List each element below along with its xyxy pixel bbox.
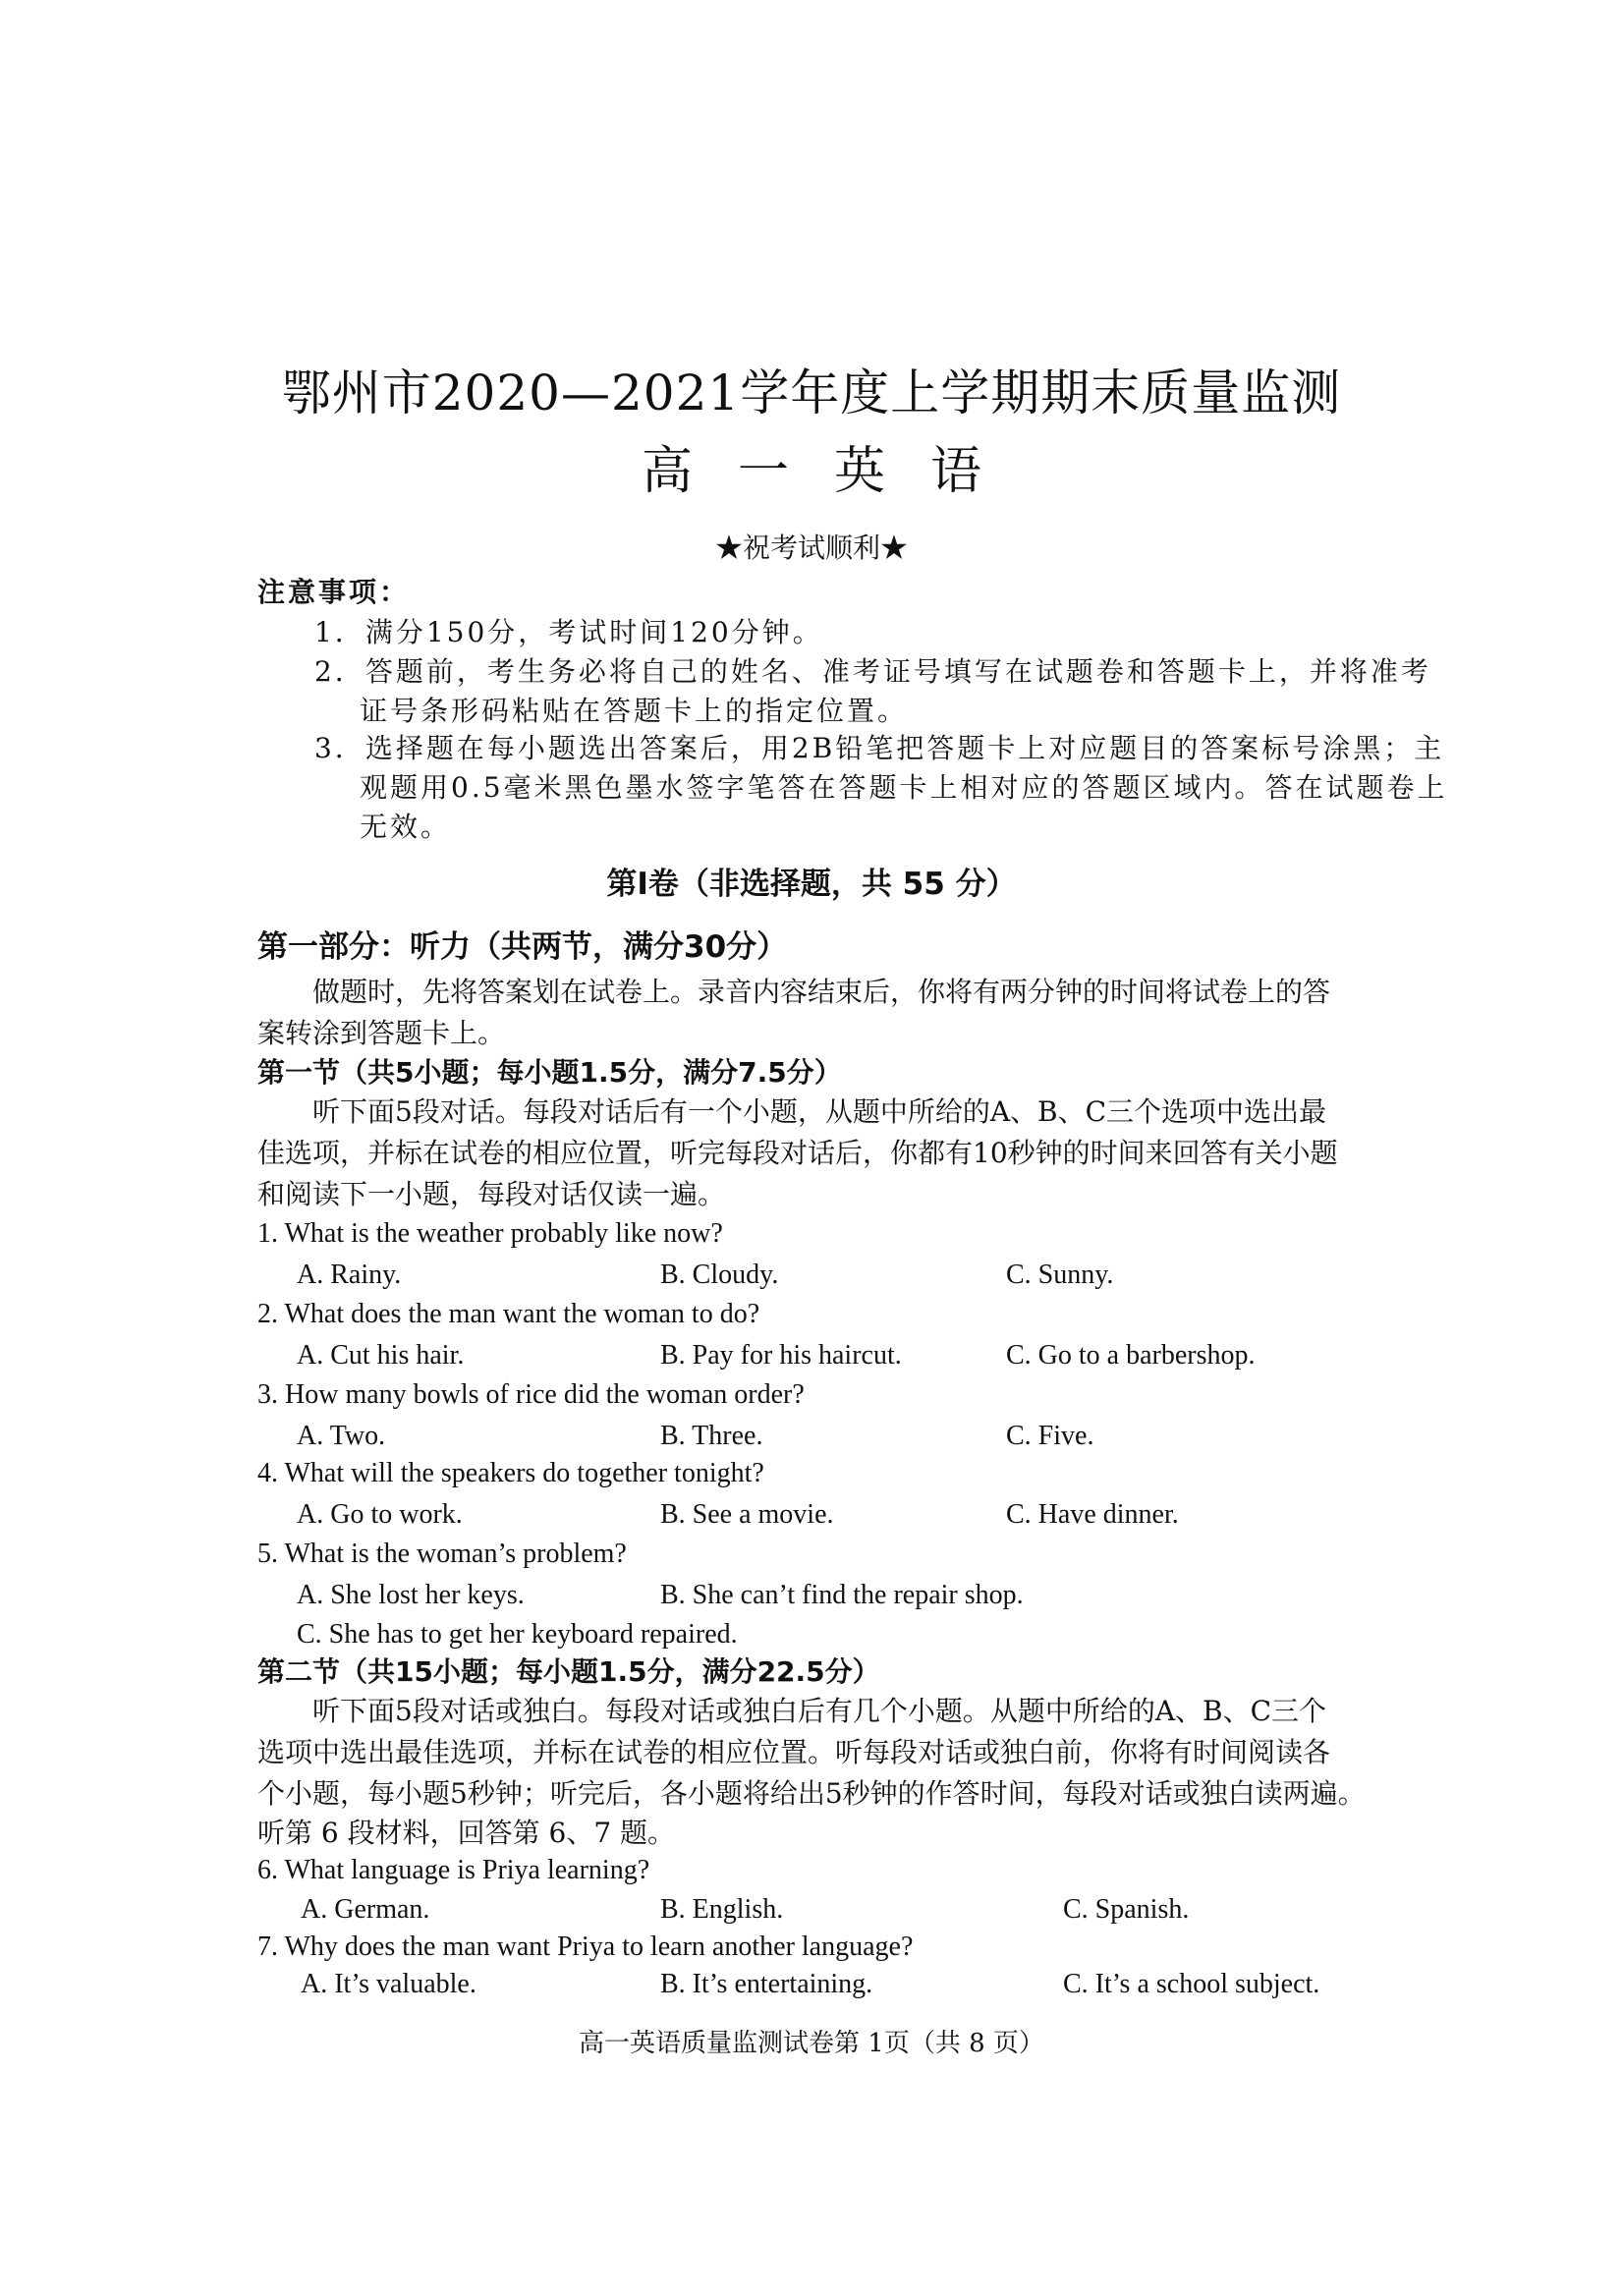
- section2-intro-line-4: 听第 6 段材料，回答第 6、7 题。: [257, 1817, 676, 1849]
- question-2-option-b: B. Pay for his haircut.: [660, 1340, 902, 1371]
- question-1-option-a: A. Rainy.: [297, 1260, 402, 1290]
- question-2-option-a: A. Cut his hair.: [297, 1340, 465, 1371]
- question-1-option-c: C. Sunny.: [1006, 1260, 1114, 1290]
- notice-heading: 注意事项：: [257, 576, 411, 608]
- question-3: 3. How many bowls of rice did the woman order?: [257, 1379, 805, 1410]
- notice-item-2-line-1: 2．答题前，考生务必将自己的姓名、准考证号填写在试题卷和答题卡上，并将准考: [314, 655, 1431, 688]
- question-2: 2. What does the man want the woman to do?: [257, 1299, 760, 1329]
- section2-intro-line-2: 选项中选出最佳选项，并标在试卷的相应位置。听每段对话或独白前，你将有时间阅读各: [257, 1736, 1331, 1768]
- question-6-option-a: A. German.: [301, 1894, 430, 1925]
- question-6: 6. What language is Priya learning?: [257, 1855, 650, 1885]
- question-4-option-c: C. Have dinner.: [1006, 1499, 1179, 1530]
- question-5-option-c: C. She has to get her keyboard repaired.: [297, 1619, 738, 1650]
- question-3-option-c: C. Five.: [1006, 1421, 1094, 1451]
- section2-intro-line-1: 听下面5段对话或独白。每段对话或独白后有几个小题。从题中所给的A、B、C三个: [312, 1695, 1327, 1727]
- question-1-option-b: B. Cloudy.: [660, 1260, 779, 1290]
- question-7-option-b: B. It’s entertaining.: [660, 1969, 873, 1999]
- section1-intro-line-2: 佳选项，并标在试卷的相应位置，听完每段对话后，你都有10秒钟的时间来回答有关小题: [257, 1137, 1338, 1169]
- question-7-option-c: C. It’s a school subject.: [1063, 1969, 1320, 1999]
- notice-item-3-line-3: 无效。: [360, 811, 452, 843]
- question-7-option-a: A. It’s valuable.: [301, 1969, 476, 1999]
- section1-intro-line-1: 听下面5段对话。每段对话后有一个小题，从题中所给的A、B、C三个选项中选出最: [312, 1095, 1327, 1128]
- section1-heading: 第一节（共5小题；每小题1.5分，满分7.5分）: [257, 1056, 842, 1089]
- question-1: 1. What is the weather probably like now?: [257, 1218, 723, 1249]
- exam-title: 鄂州市2020—2021学年度上学期期末质量监测: [281, 364, 1342, 421]
- question-3-option-a: A. Two.: [297, 1421, 386, 1451]
- question-7: 7. Why does the man want Priya to learn another language?: [257, 1932, 914, 1962]
- question-5: 5. What is the woman’s problem?: [257, 1539, 627, 1569]
- part1-heading: 第一部分：听力（共两节，满分30分）: [257, 929, 788, 965]
- part1-intro-line-2: 案转涂到答题卡上。: [257, 1017, 506, 1049]
- question-6-option-c: C. Spanish.: [1063, 1894, 1190, 1925]
- volume-heading: 第Ⅰ卷（非选择题，共 55 分）: [606, 867, 1017, 902]
- notice-item-3-line-1: 3．选择题在每小题选出答案后，用2B铅笔把答题卡上对应题目的答案标号涂黑；主: [314, 732, 1445, 764]
- section2-intro-line-3: 个小题，每小题5秒钟；听完后，各小题将给出5秒钟的作答时间，每段对话或独白读两遍。: [257, 1777, 1366, 1810]
- page-footer: 高一英语质量监测试卷第 1页（共 8 页）: [579, 2029, 1044, 2058]
- question-4-option-b: B. See a movie.: [660, 1499, 834, 1530]
- question-4-option-a: A. Go to work.: [297, 1499, 463, 1530]
- notice-item-1: 1．满分150分，考试时间120分钟。: [314, 616, 823, 648]
- part1-intro-line-1: 做题时，先将答案划在试卷上。录音内容结束后，你将有两分钟的时间将试卷上的答: [312, 976, 1331, 1008]
- section1-intro-line-3: 和阅读下一小题，每段对话仅读一遍。: [257, 1178, 726, 1210]
- notice-item-3-line-2: 观题用0.5毫米黑色墨水签字笔答在答题卡上相对应的答题区域内。答在试题卷上: [360, 771, 1448, 804]
- question-5-option-b: B. She can’t find the repair shop.: [660, 1580, 1024, 1610]
- blessing-line: ★祝考试顺利★: [714, 532, 908, 564]
- question-3-option-b: B. Three.: [660, 1421, 763, 1451]
- question-2-option-c: C. Go to a barbershop.: [1006, 1340, 1256, 1371]
- section2-heading: 第二节（共15小题；每小题1.5分，满分22.5分）: [257, 1655, 880, 1688]
- question-6-option-b: B. English.: [660, 1894, 784, 1925]
- question-4: 4. What will the speakers do together tonight?: [257, 1458, 764, 1488]
- question-5-option-a: A. She lost her keys.: [297, 1580, 525, 1610]
- notice-item-2-line-2: 证号条形码粘贴在答题卡上的指定位置。: [360, 695, 909, 727]
- subject-title: 高一英语: [641, 442, 1027, 501]
